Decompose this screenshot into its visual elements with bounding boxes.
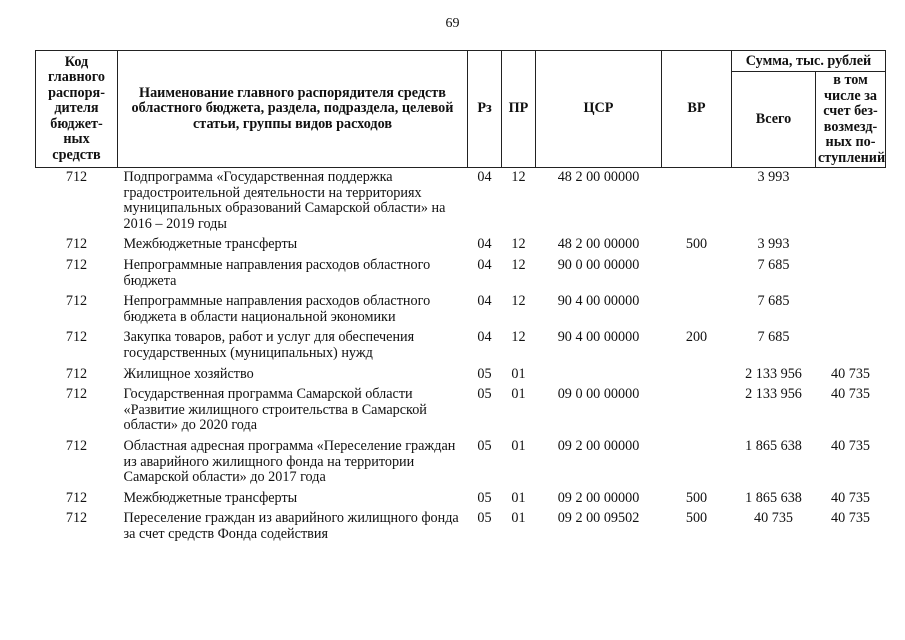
cell-vr: 500 — [685, 489, 708, 506]
cell-rz: 04 — [477, 329, 492, 346]
cell-rz: 05 — [477, 386, 492, 403]
cell-total: 7 685 — [757, 293, 790, 310]
cell-csr: 48 2 00 00000 — [557, 169, 640, 185]
header-free: в том числе за счет без-возмезд-ных по-ступлений — [816, 72, 886, 168]
table-row — [36, 168, 886, 238]
cell-total: 1 865 638 — [745, 437, 802, 454]
cell-vr — [662, 168, 732, 238]
cell-total: 3 993 — [757, 236, 790, 253]
cell-free: 40 735 — [830, 386, 870, 403]
cell-pr: 01 — [511, 386, 526, 403]
cell-name: Государственная программа Самарской области «Развитие жилищного строительства в Самарской области» до 2020 года — [123, 386, 427, 434]
cell-csr: 09 2 00 00000 — [557, 437, 640, 454]
cell-name: Областная адресная программа «Переселение граждан из аварийного жилищного фонда на территории Самарской области» до 2017 года — [123, 437, 456, 486]
cell-name: Подпрограмма «Государственная поддержка градостроительной деятельности на территориях муниципальных образований Самарской области» на 2016 – 2019 годы — [123, 169, 446, 232]
cell-free — [816, 258, 886, 294]
cell-vr: 500 — [685, 510, 708, 527]
table-row — [36, 439, 886, 491]
cell-csr: 09 2 00 09502 — [557, 510, 640, 527]
cell-code: 712 — [65, 489, 88, 506]
cell-name: Непрограммные направления расходов областного бюджета в области национальной экономики — [123, 293, 431, 325]
cell-total: 2 133 956 — [745, 365, 802, 382]
cell-code: 712 — [65, 256, 88, 273]
cell-pr: 12 — [511, 169, 526, 185]
cell-name: Переселение граждан из аварийного жилищного фонда за счет средств Фонда содействия — [123, 510, 459, 542]
page-number: 69 — [445, 16, 460, 31]
cell-total: 7 685 — [757, 256, 790, 273]
header-csr: ЦСР — [536, 51, 662, 168]
table-row — [36, 258, 886, 294]
cell-pr: 01 — [511, 510, 526, 527]
cell-code: 712 — [65, 437, 88, 454]
cell-name: Межбюджетные трансферты — [123, 236, 298, 253]
cell-csr: 48 2 00 00000 — [557, 236, 640, 253]
cell-pr: 12 — [511, 329, 526, 346]
cell-code: 712 — [65, 365, 88, 382]
cell-code: 712 — [65, 293, 88, 310]
cell-code: 712 — [65, 236, 88, 253]
cell-name: Жилищное хозяйство — [123, 365, 254, 382]
cell-name: Закупка товаров, работ и услуг для обеспечения государственных (муниципальных) нужд — [123, 329, 415, 361]
cell-csr: 09 2 00 00000 — [557, 489, 640, 506]
cell-rz: 04 — [477, 256, 492, 273]
header-name: Наименование главного распорядителя средств областного бюджета, раздела, подраздела, целевой статьи, группы видов расходов — [118, 51, 468, 168]
cell-code: 712 — [65, 510, 88, 527]
cell-total: 3 993 — [757, 169, 790, 185]
cell-vr — [662, 258, 732, 294]
cell-rz: 05 — [477, 365, 492, 382]
cell-name: Межбюджетные трансферты — [123, 489, 298, 506]
table-body — [36, 168, 886, 548]
cell-code: 712 — [65, 386, 88, 403]
table-row — [36, 237, 886, 258]
table-row — [36, 294, 886, 330]
cell-pr: 01 — [511, 365, 526, 382]
table-row — [36, 387, 886, 439]
header-sum: Сумма, тыс. рублей — [732, 51, 886, 72]
header-pr: ПР — [502, 51, 536, 168]
cell-csr: 90 0 00 00000 — [557, 256, 640, 273]
table-row — [36, 511, 886, 547]
table-row — [36, 330, 886, 366]
cell-pr: 01 — [511, 489, 526, 506]
cell-name: Непрограммные направления расходов областного бюджета — [123, 256, 431, 289]
cell-rz: 05 — [477, 437, 492, 454]
cell-free — [816, 168, 886, 238]
cell-csr: 90 4 00 00000 — [557, 329, 640, 346]
cell-free: 40 735 — [830, 510, 870, 527]
table-row — [36, 367, 886, 388]
cell-vr — [662, 387, 732, 439]
cell-code: 712 — [65, 169, 88, 185]
cell-pr: 12 — [511, 236, 526, 253]
budget-table — [35, 50, 886, 547]
cell-rz: 05 — [477, 489, 492, 506]
cell-vr — [662, 294, 732, 330]
cell-csr: 09 0 00 00000 — [557, 386, 640, 403]
cell-vr: 200 — [685, 329, 708, 346]
cell-free — [816, 330, 886, 366]
cell-rz: 04 — [477, 169, 492, 185]
cell-free: 40 735 — [830, 365, 870, 382]
cell-total: 7 685 — [757, 329, 790, 346]
table-header — [36, 51, 886, 168]
cell-vr — [662, 439, 732, 491]
cell-free — [816, 294, 886, 330]
table-row — [36, 491, 886, 512]
cell-pr: 12 — [511, 293, 526, 310]
cell-total: 2 133 956 — [745, 386, 802, 403]
cell-code: 712 — [65, 329, 88, 346]
header-rz: Рз — [468, 51, 502, 168]
cell-rz: 05 — [477, 510, 492, 527]
header-total: Всего — [732, 72, 816, 168]
cell-total: 1 865 638 — [745, 489, 802, 506]
cell-vr — [662, 367, 732, 388]
cell-free: 40 735 — [830, 437, 870, 454]
cell-vr: 500 — [685, 236, 708, 253]
header-code: Код главного распоря-дителя бюджет-ных средств — [36, 51, 118, 168]
cell-free — [816, 237, 886, 258]
cell-pr: 01 — [511, 437, 526, 454]
cell-rz: 04 — [477, 293, 492, 310]
header-vr: ВР — [662, 51, 732, 168]
cell-total: 40 735 — [753, 510, 793, 527]
cell-csr: 90 4 00 00000 — [557, 293, 640, 310]
cell-pr: 12 — [511, 256, 526, 273]
cell-rz: 04 — [477, 236, 492, 253]
cell-csr — [536, 367, 662, 388]
cell-free: 40 735 — [830, 489, 870, 506]
